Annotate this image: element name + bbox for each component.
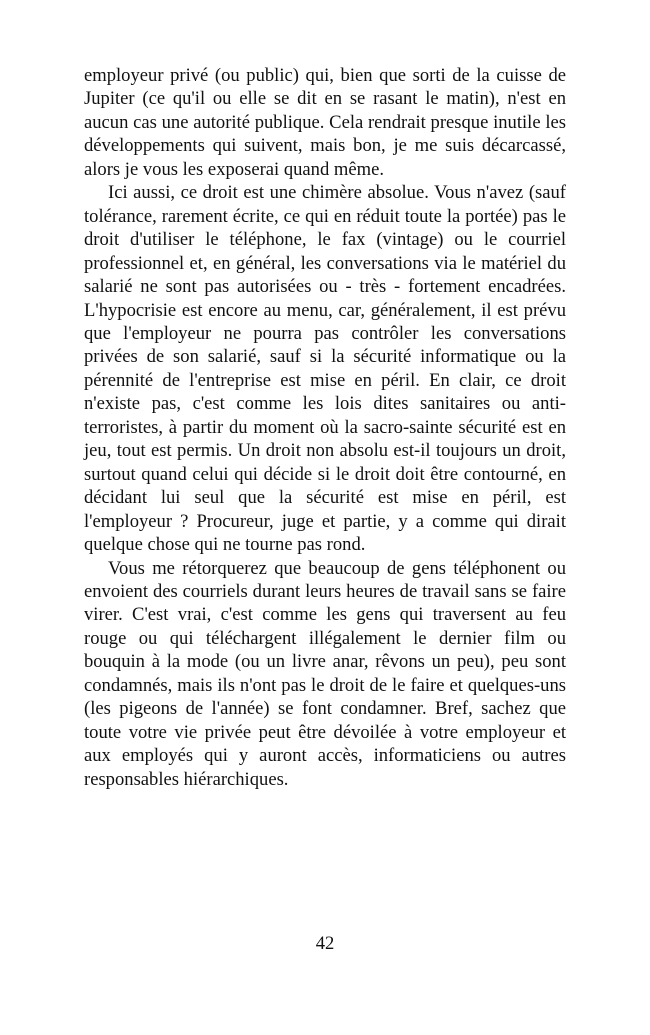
paragraph-retorquerez: Vous me rétorquerez que beaucoup de gens téléphonent ou envoient des courriels durant leurs heures de travail sans se faire virer. C'est vrai, c'est comme les gens qui traversent au feu rouge ou qui téléchargent illégalement le dernier film ou bouquin à la mode (ou un livre anar, rêvons un peu), peu sont condamnés, mais ils n'ont pas le droit de le faire et quelques-uns (les pigeons de l'année) se font condamner. Bref, sachez que toute votre vie privée peut être dévoilée à votre employeur et aux employés qui y auront accès, informaticiens ou autres responsables hiérarchiques.: [84, 557, 566, 790]
paragraph-continuation: employeur privé (ou public) qui, bien que sorti de la cuisse de Jupiter (ce qu'il ou elle se dit en se rasant le matin), n'est en aucun cas une autorité publique. Cela rendrait presque inutile les développements qui suivent, mais bon, je me suis décarcassé, alors je vous les exposerai quand même.: [84, 65, 566, 180]
page-body: [84, 64, 566, 791]
paragraph-droit-chimere: Ici aussi, ce droit est une chimère absolue. Vous n'avez (sauf tolérance, rarement écrite, ce qui en réduit toute la portée) pas le droit d'utiliser le téléphone, le fax (vintage) ou le courriel professionnel et, en général, les conversations via le matériel du salarié ne sont pas autorisées ou - très - fortement encadrées. L'hypocrisie est encore au menu, car, généralement, il est prévu que l'employeur ne pourra pas contrôler les conversations privées de son salarié, sauf si la sécurité informatique ou la pérennité de l'entreprise est mise en péril. En clair, ce droit n'existe pas, c'est comme les lois dites sanitaires ou anti-terroristes, à partir du moment où la sacro-sainte sécurité est en jeu, tout est permis. Un droit non absolu est-il toujours un droit, surtout quand celui qui décide si le droit doit être contourné, en décidant lui seul que la sécurité est mise en péril, est l'employeur ? Procureur, juge et partie, y a comme qui dirait quelque chose qui ne tourne pas rond.: [84, 182, 566, 556]
page-number: 42: [315, 933, 335, 954]
